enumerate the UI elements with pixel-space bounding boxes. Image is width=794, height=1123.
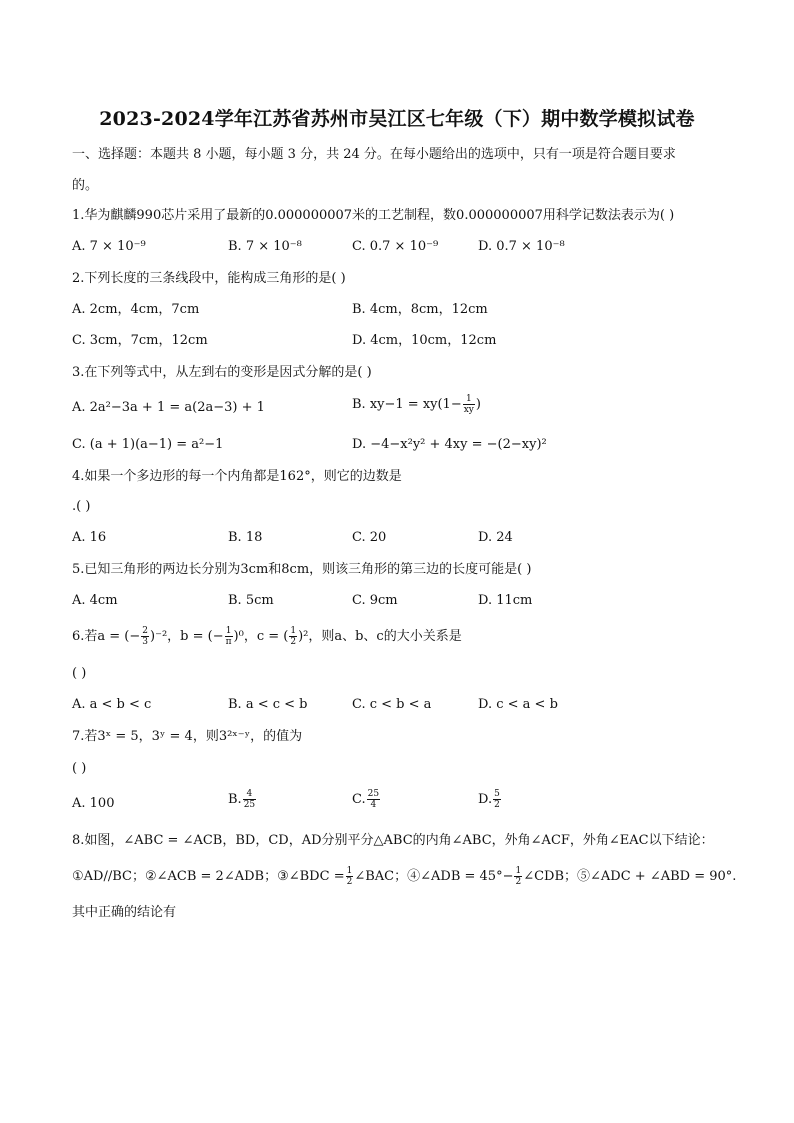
q7-option-b-label: B.: [228, 792, 242, 807]
q3-option-a: A. 2a²−3a + 1 = a(2a−3) + 1: [72, 400, 265, 415]
q1-option-c: C. 0.7 × 10⁻⁹: [352, 239, 439, 254]
q7-option-c-fraction: [367, 789, 380, 810]
fraction-numerator: 1: [463, 394, 475, 405]
q8-conclusions-post: ∠CDB；⑤∠ADC + ∠ABD = 90°.: [523, 869, 737, 884]
fraction-denominator: 3: [142, 637, 149, 647]
q7-option-d-fraction: [493, 789, 501, 810]
fraction-denominator: 2: [346, 877, 353, 887]
question-7-stem-cont: ( ): [72, 761, 87, 776]
q1-option-a: A. 7 × 10⁻⁹: [72, 239, 146, 254]
question-6-stem: [72, 626, 462, 647]
fraction-numerator: 1: [290, 626, 297, 636]
q6-part-d: )²，则a、b、c的大小关系是: [298, 629, 462, 644]
question-3-stem: 3.在下列等式中，从左到右的变形是因式分解的是( ): [72, 365, 372, 380]
q3-option-b-pre: B. xy−1 = xy(1−: [352, 397, 462, 412]
q7-option-c-label: C.: [352, 792, 366, 807]
q7-option-a: A. 100: [72, 796, 115, 811]
fraction-numerator: 4: [243, 789, 256, 800]
question-1-stem: 1.华为麒麟990芯片采用了最新的0.000000007米的工艺制程，数0.000000007用科学记数法表示为( ): [72, 208, 675, 223]
fraction-denominator: 2: [515, 877, 522, 887]
q4-option-b: B. 18: [228, 530, 263, 545]
question-4-stem: 4.如果一个多边形的每一个内角都是162°，则它的边数是: [72, 469, 402, 484]
q8-fraction-2: [514, 866, 522, 887]
q6-option-c: C. c < b < a: [352, 697, 432, 712]
section-heading-cont: 的。: [72, 178, 99, 193]
section-heading: 一、选择题：本题共 8 小题，每小题 3 分，共 24 分。在每小题给出的选项中，只有一项是符合题目要求: [72, 147, 676, 162]
q5-option-d: D. 11cm: [478, 593, 533, 608]
fraction-denominator: 2: [494, 800, 500, 810]
question-8-conclusions: [72, 866, 736, 887]
page-title: 2023-2024学年江苏省苏州市吴江区七年级（下）期中数学模拟试卷: [99, 108, 695, 130]
q2-option-d: D. 4cm，10cm，12cm: [352, 333, 497, 348]
q5-option-c: C. 9cm: [352, 593, 398, 608]
q3-option-c: C. (a + 1)(a−1) = a²−1: [72, 437, 224, 452]
q8-fraction-1: [346, 866, 354, 887]
q3-option-b: [352, 394, 481, 415]
q6-option-b: B. a < c < b: [228, 697, 308, 712]
fraction-denominator: π: [225, 637, 232, 647]
q7-option-c: [352, 789, 381, 810]
fraction-denominator: 4: [370, 800, 377, 810]
question-5-stem: 5.已知三角形的两边长分别为3cm和8cm，则该三角形的第三边的长度可能是( ): [72, 562, 532, 577]
q6-fraction-b: [225, 626, 233, 647]
question-7-stem: 7.若3ˣ = 5，3ʸ = 4，则3²ˣ⁻ʸ，的值为: [72, 729, 303, 744]
q2-option-b: B. 4cm，8cm，12cm: [352, 302, 488, 317]
question-8-stem: 8.如图，∠ABC = ∠ACB，BD，CD，AD分别平分△ABC的内角∠ABC，外角∠ACF，外角∠EAC以下结论：: [72, 833, 714, 848]
q3-option-d: D. −4−x²y² + 4xy = −(2−xy)²: [352, 437, 547, 452]
q1-option-b: B. 7 × 10⁻⁸: [228, 239, 302, 254]
fraction-numerator: 25: [367, 789, 380, 799]
fraction-numerator: 2: [142, 626, 149, 636]
q6-fraction-c: [289, 626, 297, 647]
fraction-denominator: 2: [290, 637, 297, 647]
fraction-numerator: 5: [494, 789, 500, 799]
q6-option-d: D. c < a < b: [478, 697, 558, 712]
fraction-numerator: 1: [515, 866, 522, 876]
q3-option-b-fraction: [463, 394, 475, 415]
q6-option-a: A. a < b < c: [72, 697, 152, 712]
q4-option-a: A. 16: [72, 530, 107, 545]
question-4-stem-cont: .( ): [72, 499, 91, 514]
fraction-numerator: 1: [225, 626, 232, 636]
q2-option-a: A. 2cm，4cm，7cm: [72, 302, 200, 317]
q7-option-d-label: D.: [478, 792, 493, 807]
q6-part-a: 6.若a = (−: [72, 629, 141, 644]
q5-option-a: A. 4cm: [72, 593, 118, 608]
fraction-denominator: xy: [463, 405, 474, 415]
q1-option-d: D. 0.7 × 10⁻⁸: [478, 239, 565, 254]
q7-option-b-fraction: [243, 789, 256, 810]
question-2-stem: 2.下列长度的三条线段中，能构成三角形的是( ): [72, 271, 346, 286]
q4-option-d: D. 24: [478, 530, 513, 545]
question-8-stem-cont: 其中正确的结论有: [72, 905, 177, 920]
q7-option-d: [478, 789, 502, 810]
question-6-stem-cont: ( ): [72, 666, 87, 681]
fraction-denominator: 25: [243, 800, 256, 810]
q7-option-b: [228, 789, 257, 810]
fraction-numerator: 1: [346, 866, 353, 876]
q6-part-c: )⁰，c = (: [233, 629, 289, 644]
q4-option-c: C. 20: [352, 530, 387, 545]
q5-option-b: B. 5cm: [228, 593, 274, 608]
q6-part-b: )⁻²，b = (−: [150, 629, 224, 644]
q8-conclusions-pre: ①AD//BC；②∠ACB = 2∠ADB；③∠BDC =: [72, 869, 345, 884]
q2-option-c: C. 3cm，7cm，12cm: [72, 333, 208, 348]
q6-fraction-a: [141, 626, 149, 647]
q3-option-b-post: ): [475, 397, 481, 412]
q8-conclusions-mid: ∠BAC；④∠ADB = 45°−: [354, 869, 514, 884]
